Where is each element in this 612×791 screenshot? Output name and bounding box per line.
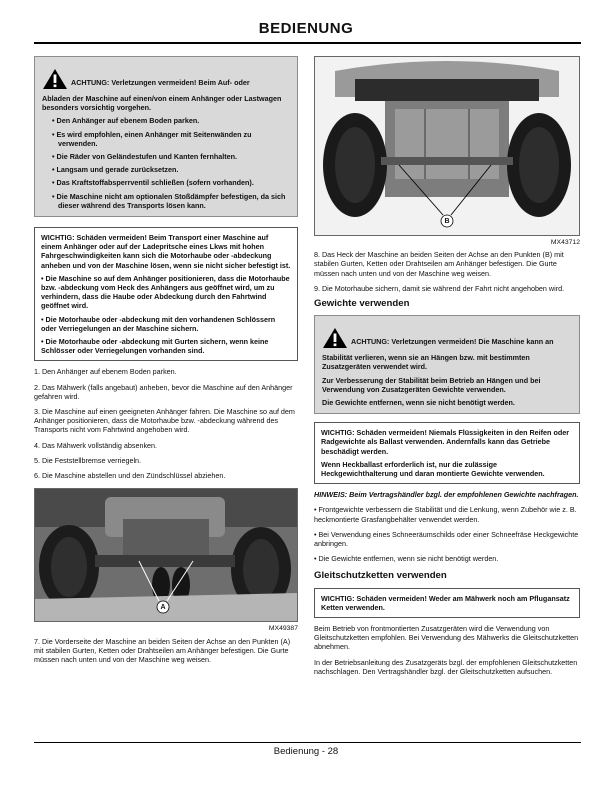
front-axle-photo (35, 489, 297, 621)
step-4: 4. Das Mähwerk vollständig absenken. (34, 440, 158, 450)
footer-rule (34, 742, 581, 743)
warning-heading: ACHTUNG: Verletzungen vermeiden! Die Maschine kann an (351, 337, 554, 347)
warning-bullet: • Langsam und gerade zurücksetzen. (52, 165, 179, 175)
notice-box-ballast (314, 422, 580, 484)
notice-bullet: • Die Motorhaube oder -abdeckung mit den vorhandenen Schlössern oder Verriegelungen an der Maschine sichern. (41, 314, 276, 333)
notice-box-hood (34, 227, 298, 361)
warning-bullet: • Den Anhänger auf ebenem Boden parken. (52, 116, 200, 126)
warning-text: Zur Verbesserung der Stabilität beim Betrieb an Hängen und bei Verwendung von Zusatzgeräten Gewichte verwenden. (322, 375, 541, 394)
warning-text: Stabilität verlieren, wenn sie an Hängen bzw. mit bestimmten Zusatzgeräten verwendet wird. (322, 353, 530, 372)
step-8: 8. Das Heck der Maschine an beiden Seiten der Achse an den Punkten (B) mit stabilen Gurten, Ketten oder Drahtseilen am Anhänger befestigen. Die Gurte müssen nach unten und von der Maschine weg weisen. (314, 250, 564, 278)
header-rule (34, 42, 581, 44)
warning-triangle-icon (322, 327, 348, 349)
figure-caption: MX43712 (550, 239, 580, 246)
step-1: 1. Den Anhänger auf ebenem Boden parken. (34, 367, 177, 377)
page-title: BEDIENUNG (258, 20, 354, 37)
step-9: 9. Die Motorhaube sichern, damit sie während der Fahrt nicht angehoben wird. (314, 283, 565, 293)
hinweis-note: HINWEIS: Beim Vertragshändler bzgl. der empfohlenen Gewichte nachfragen. (314, 490, 579, 500)
left-column (34, 52, 298, 670)
step-3: 3. Die Maschine auf einen geeigneten Anhänger fahren. Die Maschine so auf dem Anhänger positionieren, dass die Motorhaube bzw. -abdeckung während des Transports nicht vom Fahrtwind angehoben wird. (34, 407, 295, 435)
figure-front-tiedown (34, 488, 298, 622)
weight-bullet: • Frontgewichte verbessern die Stabilität und die Lenkung, wenn Zubehör wie z. B. heckmontierte Grasfangbehälter verwendet werden. (314, 505, 577, 524)
loading-steps (34, 367, 298, 480)
notice-bullet: • Die Maschine so auf dem Anhänger positionieren, dass die Motorhaube bzw. -abdeckung vom Heck des Anhängers aus geöffnet wird, um zu verhindern, dass die Haube oder Abdeckung durch den Fahrtwind geöffnet wird. (41, 273, 290, 311)
rear-axle-photo (315, 57, 579, 235)
section-heading-weights: Gewichte verwenden (314, 298, 410, 310)
notice-bullet: • Die Motorhaube oder -abdeckung mit Gurten sichern, wenn keine Schlösser oder Verriegelungen vorhanden sind. (41, 337, 269, 356)
page-footer: Bedienung - 28 (273, 746, 339, 757)
callout-b: B (444, 218, 450, 225)
step-7: 7. Die Vorderseite der Maschine an beiden Seiten der Achse an den Punkten (A) mit stabilen Gurten, Ketten oder Drahtseilen am Anhänger befestigen. Die Gurte müssen nach unten und von der Maschine weg weisen. (34, 636, 291, 664)
warning-text: Abladen der Maschine auf einen/von einem Anhänger oder Lastwagen besonders vorsichtig vorgehen. (42, 94, 282, 113)
section-heading-chains: Gleitschutzketten verwenden (314, 570, 447, 582)
warning-heading: ACHTUNG: Verletzungen vermeiden! Beim Auf- oder (71, 78, 250, 87)
warning-box-stability (314, 315, 580, 414)
weight-bullet: • Die Gewichte entfernen, wenn sie nicht benötigt werden. (314, 554, 499, 564)
warning-text: Die Gewichte entfernen, wenn sie nicht benötigt werden. (322, 398, 515, 408)
warning-bullet: • Die Maschine nicht am optionalen Stoßdämpfer befestigen, da sich dieser während des Transports lösen kann. (52, 191, 286, 210)
chains-text: Beim Betrieb von frontmontierten Zusatzgeräten wird die Verwendung von Gleitschutzketten empfohlen. Bei Verwendung des Mähwerks die Gleitschutzketten abnehmen. (314, 624, 579, 652)
weight-bullet: • Bei Verwendung eines Schneeräumschilds oder einer Schneefräse Heckgewichte anbringen. (314, 529, 579, 549)
warning-bullet: • Die Räder von Geländestufen und Kanten fernhalten. (52, 152, 238, 162)
chains-text: In der Betriebsanleitung des Zusatzgeräts bzgl. der empfohlenen Gleitschutzketten nachschlagen. Den Vertragshändler bzgl. der Gleitschutzketten aufsuchen. (314, 657, 578, 676)
notice-text: WICHTIG: Schäden vermeiden! Weder am Mähwerk noch am Pflugansatz Ketten verwenden. (321, 593, 570, 612)
warning-bullet: • Das Kraftstoffabsperrventil schließen (sofern vorhanden). (52, 178, 254, 188)
right-column (314, 52, 580, 682)
notice-box-chains (314, 588, 580, 618)
warning-box-transport (34, 56, 298, 217)
warning-triangle-icon (42, 68, 68, 90)
figure-rear-tiedown (314, 56, 580, 236)
notice-text: WICHTIG: Schäden vermeiden! Beim Transport einer Maschine auf einem Anhänger oder auf der Ladepritsche eines Lkws mit hohen Fahrgeschwindigkeiten kann sich die Motorhaube oder -abdeckung anheben und von der Maschine lösen, wenn sie nicht sicher befestigt ist. (41, 233, 291, 270)
step-2: 2. Das Mähwerk (falls angebaut) anheben, bevor die Maschine auf den Anhänger gefahren wird. (34, 382, 293, 401)
step-5: 5. Die Feststellbremse verriegeln. (34, 455, 142, 465)
callout-a: A (160, 604, 166, 612)
notice-text: WICHTIG: Schäden vermeiden! Niemals Flüssigkeiten in den Reifen oder Radgewichte als Ballast verwenden. Andernfalls kann das Getriebe beschädigt werden. (321, 428, 570, 456)
figure-caption: MX49387 (268, 625, 298, 633)
notice-text: Wenn Heckballast erforderlich ist, nur die zulässige Heckgewichthalterung und daran montierte Gewichte verwenden. (321, 459, 545, 479)
step-6: 6. Die Maschine abstellen und den Zündschlüssel abziehen. (34, 471, 226, 481)
warning-bullet: • Es wird empfohlen, einen Anhänger mit Seitenwänden zu verwenden. (52, 129, 252, 148)
